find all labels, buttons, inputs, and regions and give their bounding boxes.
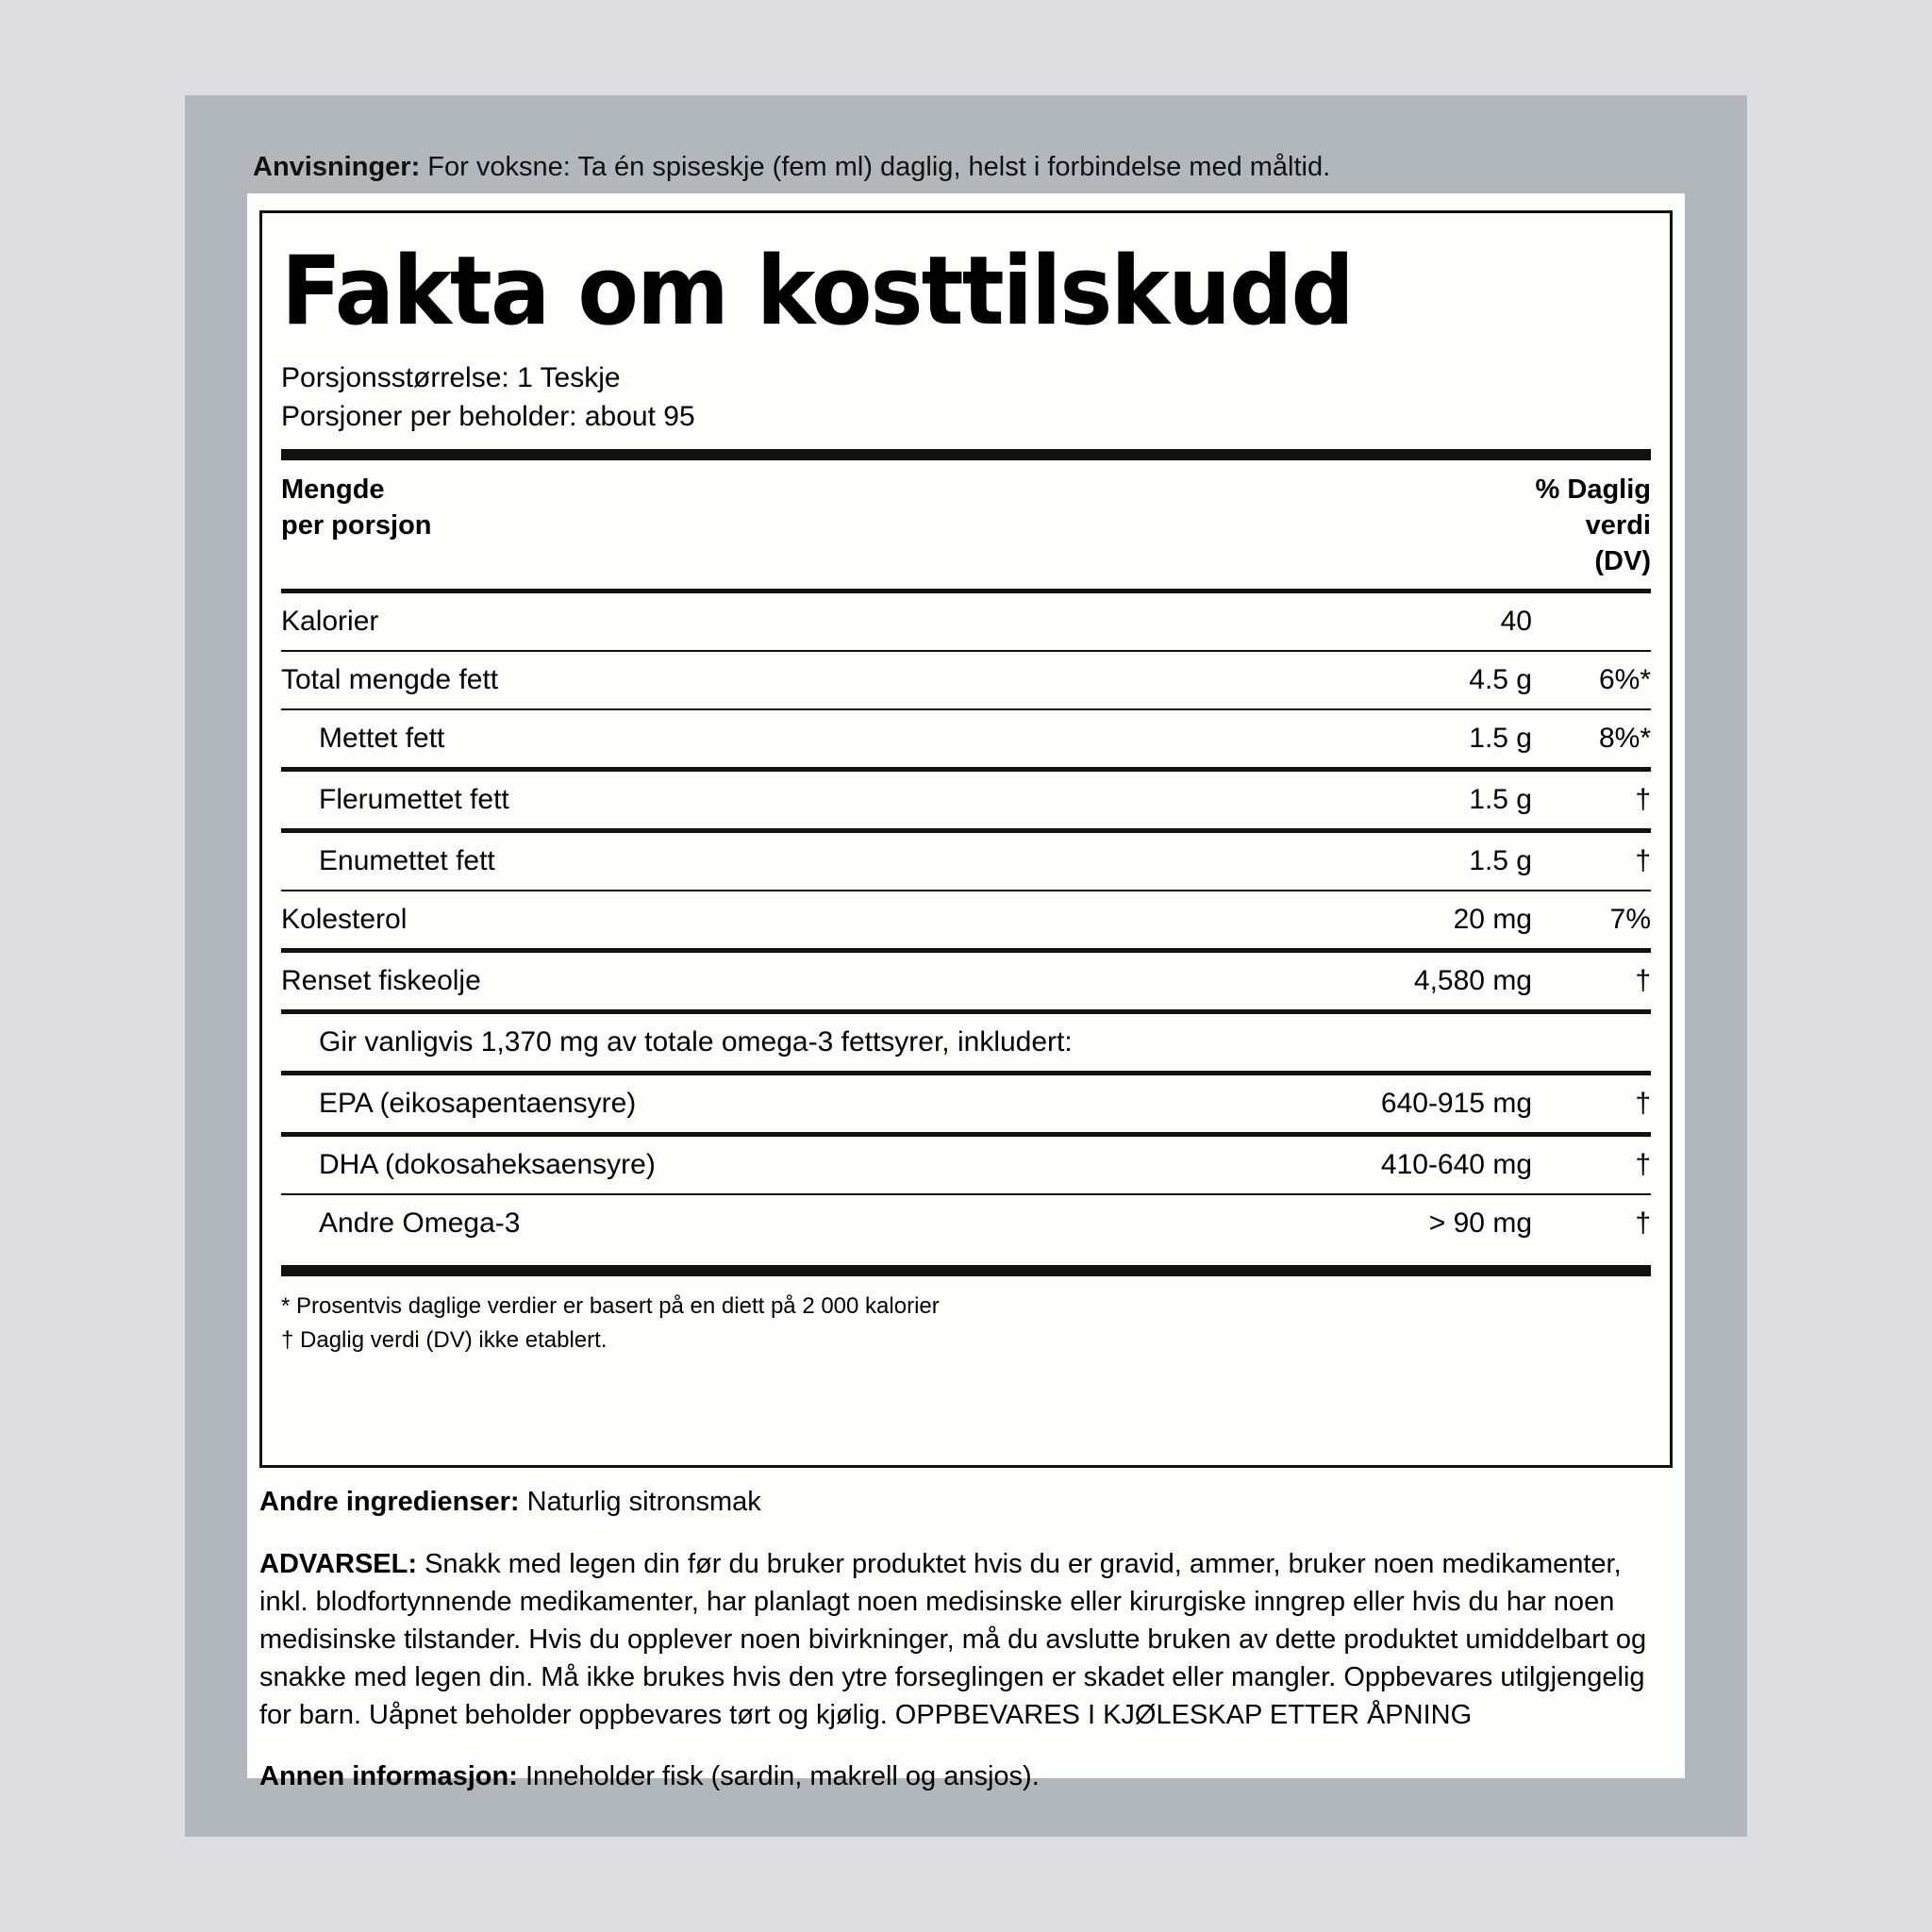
amount-per-serving-header bbox=[281, 472, 432, 543]
omega3-note: Gir vanligvis 1,370 mg av totale omega-3 fettsyrer, inkludert: bbox=[319, 1026, 1073, 1058]
nutrient-amount: 4,580 mg bbox=[1413, 965, 1532, 996]
serving-size: Porsjonsstørrelse: 1 Teskje bbox=[281, 362, 621, 393]
table-row bbox=[281, 1075, 1651, 1132]
dv-header-line1: % Daglig bbox=[1535, 475, 1651, 505]
nutrient-name: Renset fiskeolje bbox=[281, 965, 481, 996]
nutrient-name: Kalorier bbox=[281, 606, 379, 637]
nutrient-table bbox=[281, 593, 1651, 1252]
table-row bbox=[281, 1137, 1651, 1193]
nutrient-name: Andre Omega-3 bbox=[319, 1208, 521, 1239]
nutrient-amount: 4.5 g bbox=[1469, 664, 1532, 695]
directions-line bbox=[253, 149, 1687, 185]
footnote-daily-value: * Prosentvis daglige verdier er basert på en diett på 2 000 kalorier bbox=[281, 1293, 940, 1319]
daily-value-header bbox=[1536, 472, 1651, 579]
warning-paragraph bbox=[259, 1545, 1673, 1734]
table-row bbox=[281, 1195, 1651, 1252]
table-row bbox=[281, 953, 1651, 1009]
table-row-note bbox=[281, 1014, 1651, 1071]
table-row bbox=[281, 833, 1651, 890]
nutrient-dv: † bbox=[1635, 1208, 1651, 1239]
nutrient-dv: † bbox=[1635, 784, 1651, 815]
nutrient-dv: † bbox=[1635, 1088, 1651, 1119]
nutrient-amount: 1.5 g bbox=[1469, 723, 1532, 754]
dv-header-line3: (DV) bbox=[1594, 546, 1651, 576]
nutrient-name: Mettet fett bbox=[319, 723, 445, 754]
supplement-label-panel bbox=[247, 193, 1685, 1791]
servings-per-container: Porsjoner per beholder: about 95 bbox=[281, 401, 695, 432]
nutrient-amount: 20 mg bbox=[1453, 904, 1532, 935]
dv-header-line2: verdi bbox=[1585, 510, 1651, 541]
divider-thick-top bbox=[281, 449, 1651, 460]
footnote-dagger: † Daglig verdi (DV) ikke etablert. bbox=[281, 1327, 608, 1353]
table-row bbox=[281, 710, 1651, 767]
nutrient-name: Kolesterol bbox=[281, 904, 408, 935]
nutrient-amount: 40 bbox=[1500, 606, 1532, 637]
warning-text: Snakk med legen din før du bruker produktet hvis du er gravid, ammer, bruker noen medikamenter, inkl. blodfortynnende medikamenter, har planlagt noen medisinske eller kirurgiske inngrep eller hvis du har noen medisinske tilstander. Hvis du opplever noen bivirkninger, må du avslutte bruken av dette produktet umiddelbart og snakke med legen din. Må ikke brukes hvis den ytre forseglingen er skadet eller mangler. Oppbevares utilgjengelig for barn. Uåpnet beholder oppbevares tørt og kjølig. OPPBEVARES I KJØLESKAP ETTER ÅPNING bbox=[259, 1549, 1647, 1730]
nutrient-dv: † bbox=[1635, 1149, 1651, 1180]
label-footer-text bbox=[259, 1484, 1673, 1795]
nutrient-dv: 8%* bbox=[1598, 723, 1651, 754]
table-header bbox=[281, 460, 1651, 589]
nutrient-name: Enumettet fett bbox=[319, 845, 495, 876]
nutrient-amount: 1.5 g bbox=[1469, 784, 1532, 815]
amount-header-line1: Mengde bbox=[281, 475, 385, 505]
table-row bbox=[281, 772, 1651, 828]
other-ingredients-label: Andre ingredienser: bbox=[259, 1487, 520, 1517]
divider-thick-bottom bbox=[281, 1265, 1651, 1276]
other-information-text: Inneholder fisk (sardin, makrell og ansjos). bbox=[517, 1761, 1040, 1791]
page-title: Fakta om kosttilskudd bbox=[281, 235, 1353, 346]
nutrient-name: DHA (dokosaheksaensyre) bbox=[319, 1149, 656, 1180]
nutrient-name: EPA (eikosapentaensyre) bbox=[319, 1088, 637, 1119]
nutrient-dv: 6%* bbox=[1598, 664, 1651, 695]
footnotes bbox=[281, 1276, 1651, 1357]
other-ingredients bbox=[259, 1484, 1673, 1521]
nutrient-amount: 1.5 g bbox=[1469, 845, 1532, 876]
warning-label: ADVARSEL: bbox=[259, 1549, 418, 1579]
nutrient-amount: 410-640 mg bbox=[1380, 1149, 1532, 1180]
nutrient-amount: 640-915 mg bbox=[1380, 1088, 1532, 1119]
directions-label: Anvisninger: bbox=[253, 152, 421, 182]
other-information-label: Annen informasjon: bbox=[259, 1761, 518, 1791]
nutrient-dv: † bbox=[1635, 965, 1651, 996]
nutrient-dv: 7% bbox=[1609, 904, 1651, 935]
amount-header-line2: per porsjon bbox=[281, 510, 432, 541]
nutrient-name: Total mengde fett bbox=[281, 664, 499, 695]
supplement-facts-box bbox=[259, 210, 1673, 1468]
table-row bbox=[281, 593, 1651, 650]
table-row bbox=[281, 652, 1651, 708]
directions-text: For voksne: Ta én spiseskje (fem ml) daglig, helst i forbindelse med måltid. bbox=[420, 152, 1331, 182]
serving-info bbox=[281, 358, 1651, 436]
nutrient-dv: † bbox=[1635, 845, 1651, 876]
nutrient-name: Flerumettet fett bbox=[319, 784, 509, 815]
other-information bbox=[259, 1758, 1673, 1795]
nutrient-amount: > 90 mg bbox=[1428, 1208, 1532, 1239]
other-ingredients-text: Naturlig sitronsmak bbox=[519, 1487, 761, 1517]
table-row bbox=[281, 891, 1651, 948]
